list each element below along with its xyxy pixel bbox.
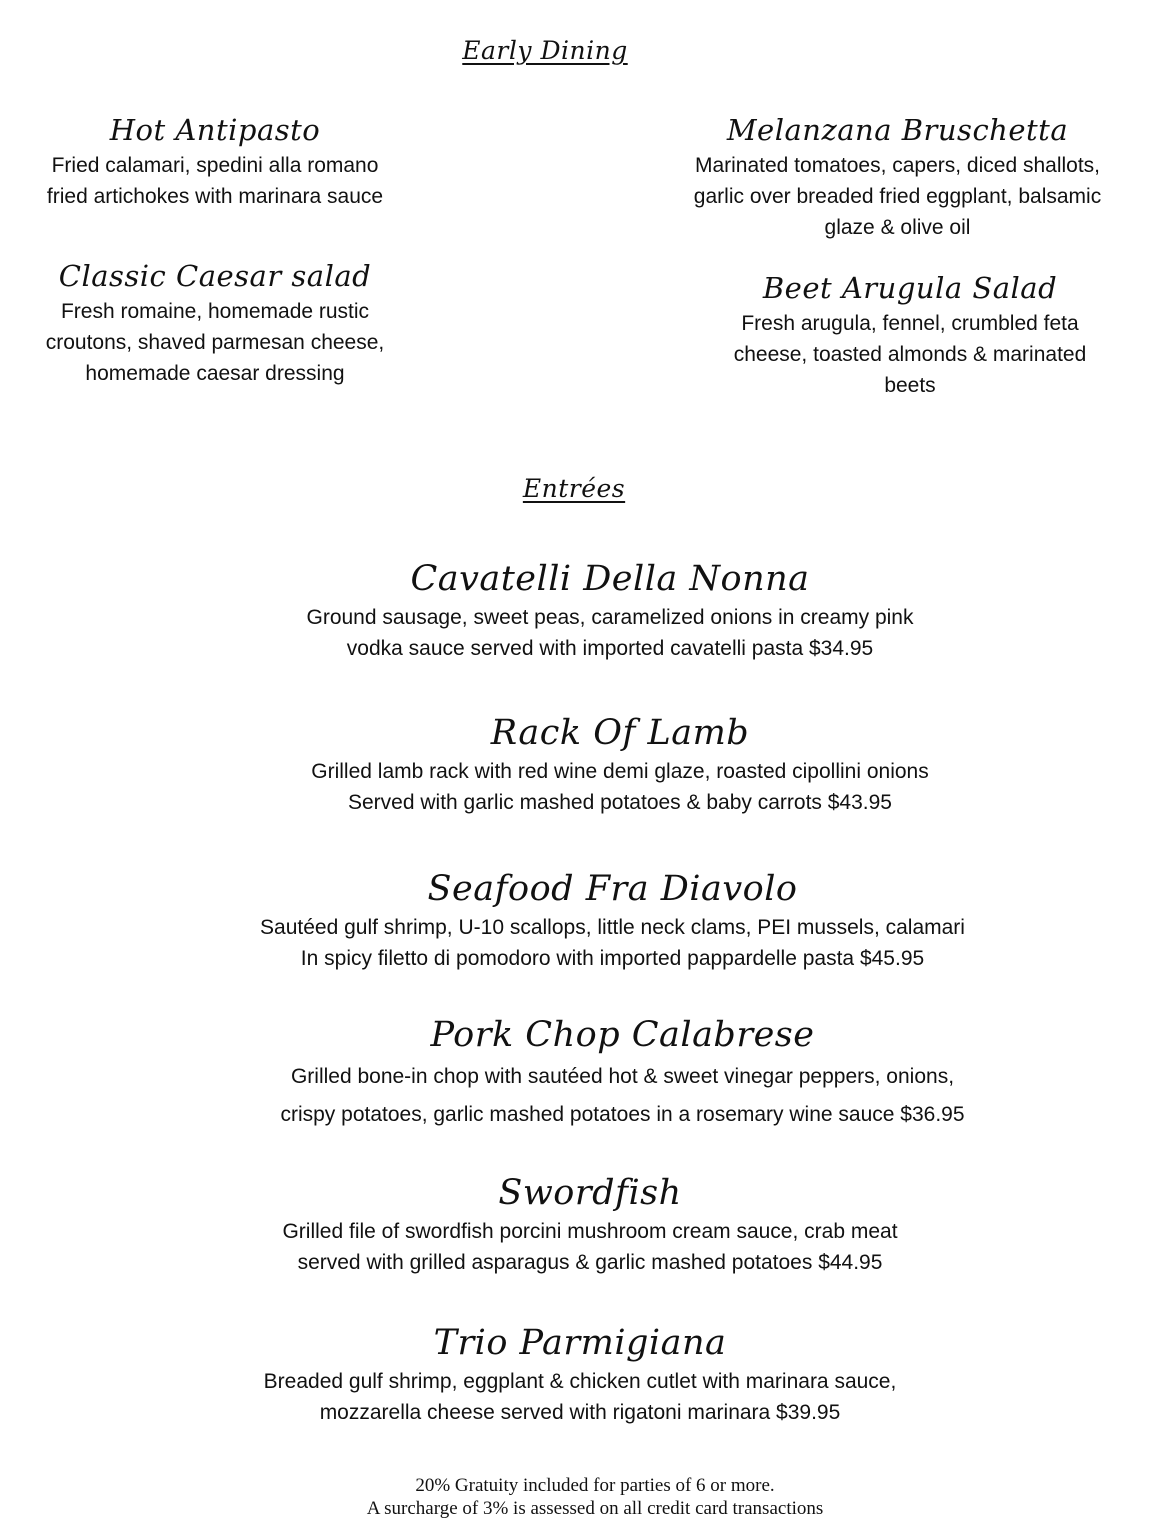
menu-item-beet-arugula-salad [680, 268, 1140, 401]
early-dining-heading: Early Dining [462, 36, 628, 65]
item-name: Trio Parmigiana [433, 1323, 727, 1363]
item-description: Breaded gulf shrimp, eggplant & chicken cutlet with marinara sauce, mozzarella cheese served with rigatoni marinara $39.95 [263, 1370, 897, 1424]
item-name: Classic Caesar salad [58, 259, 372, 293]
item-name: Pork Chop Calabrese [430, 1015, 815, 1055]
item-name: Swordfish [498, 1173, 682, 1213]
item-description: Grilled file of swordfish porcini mushroom cream sauce, crab meat served with grilled asparagus & garlic mashed potatoes $44.95 [282, 1220, 898, 1274]
item-description: Sautéed gulf shrimp, U-10 scallops, little neck clams, PEI mussels, calamari In spicy filetto di pomodoro with imported pappardelle pasta $45.95 [260, 916, 965, 970]
item-name: Beet Arugula Salad [762, 271, 1058, 305]
menu-item-cavatelli-della-nonna [160, 556, 1060, 664]
item-description: Fresh romaine, homemade rustic croutons, shaved parmesan cheese, homemade caesar dressing [45, 300, 385, 385]
menu-footer [0, 1474, 1150, 1520]
item-description: Fried calamari, spedini alla romano fried artichokes with marinara sauce [46, 154, 384, 208]
item-description: Fresh arugula, fennel, crumbled feta cheese, toasted almonds & marinated beets [733, 312, 1087, 397]
menu-item-rack-of-lamb [160, 710, 1080, 818]
item-name: Melanzana Bruschetta [726, 113, 1069, 147]
entrees-heading: Entrées [522, 474, 626, 503]
item-name: Cavatelli Della Nonna [410, 559, 810, 599]
menu-item-pork-chop-calabrese [170, 1012, 1075, 1134]
item-name: Hot Antipasto [109, 113, 321, 147]
item-description: Ground sausage, sweet peas, caramelized onions in creamy pink vodka sauce served with imported cavatelli pasta $34.95 [306, 606, 914, 660]
menu-item-swordfish [140, 1170, 1040, 1278]
surcharge-note: A surcharge of 3% is assessed on all credit card transactions [366, 1498, 824, 1519]
menu-item-hot-antipasto [10, 110, 420, 212]
menu-item-melanzana-bruschetta [655, 110, 1140, 243]
menu-item-classic-caesar-salad [10, 256, 420, 389]
item-name: Seafood Fra Diavolo [427, 869, 798, 909]
item-description: Grilled bone-in chop with sautéed hot & sweet vinegar peppers, onions, crispy potatoes, garlic mashed potatoes in a rosemary wine sauce $36.95 [280, 1065, 965, 1126]
gratuity-note: 20% Gratuity included for parties of 6 or more. [415, 1475, 775, 1496]
item-name: Rack Of Lamb [490, 713, 750, 753]
menu-item-seafood-fra-diavolo [160, 866, 1065, 974]
menu-item-trio-parmigiana [130, 1320, 1030, 1428]
item-description: Grilled lamb rack with red wine demi glaze, roasted cipollini onions Served with garlic mashed potatoes & baby carrots $43.95 [311, 760, 929, 814]
item-description: Marinated tomatoes, capers, diced shallots, garlic over breaded fried eggplant, balsamic glaze & olive oil [693, 154, 1102, 239]
